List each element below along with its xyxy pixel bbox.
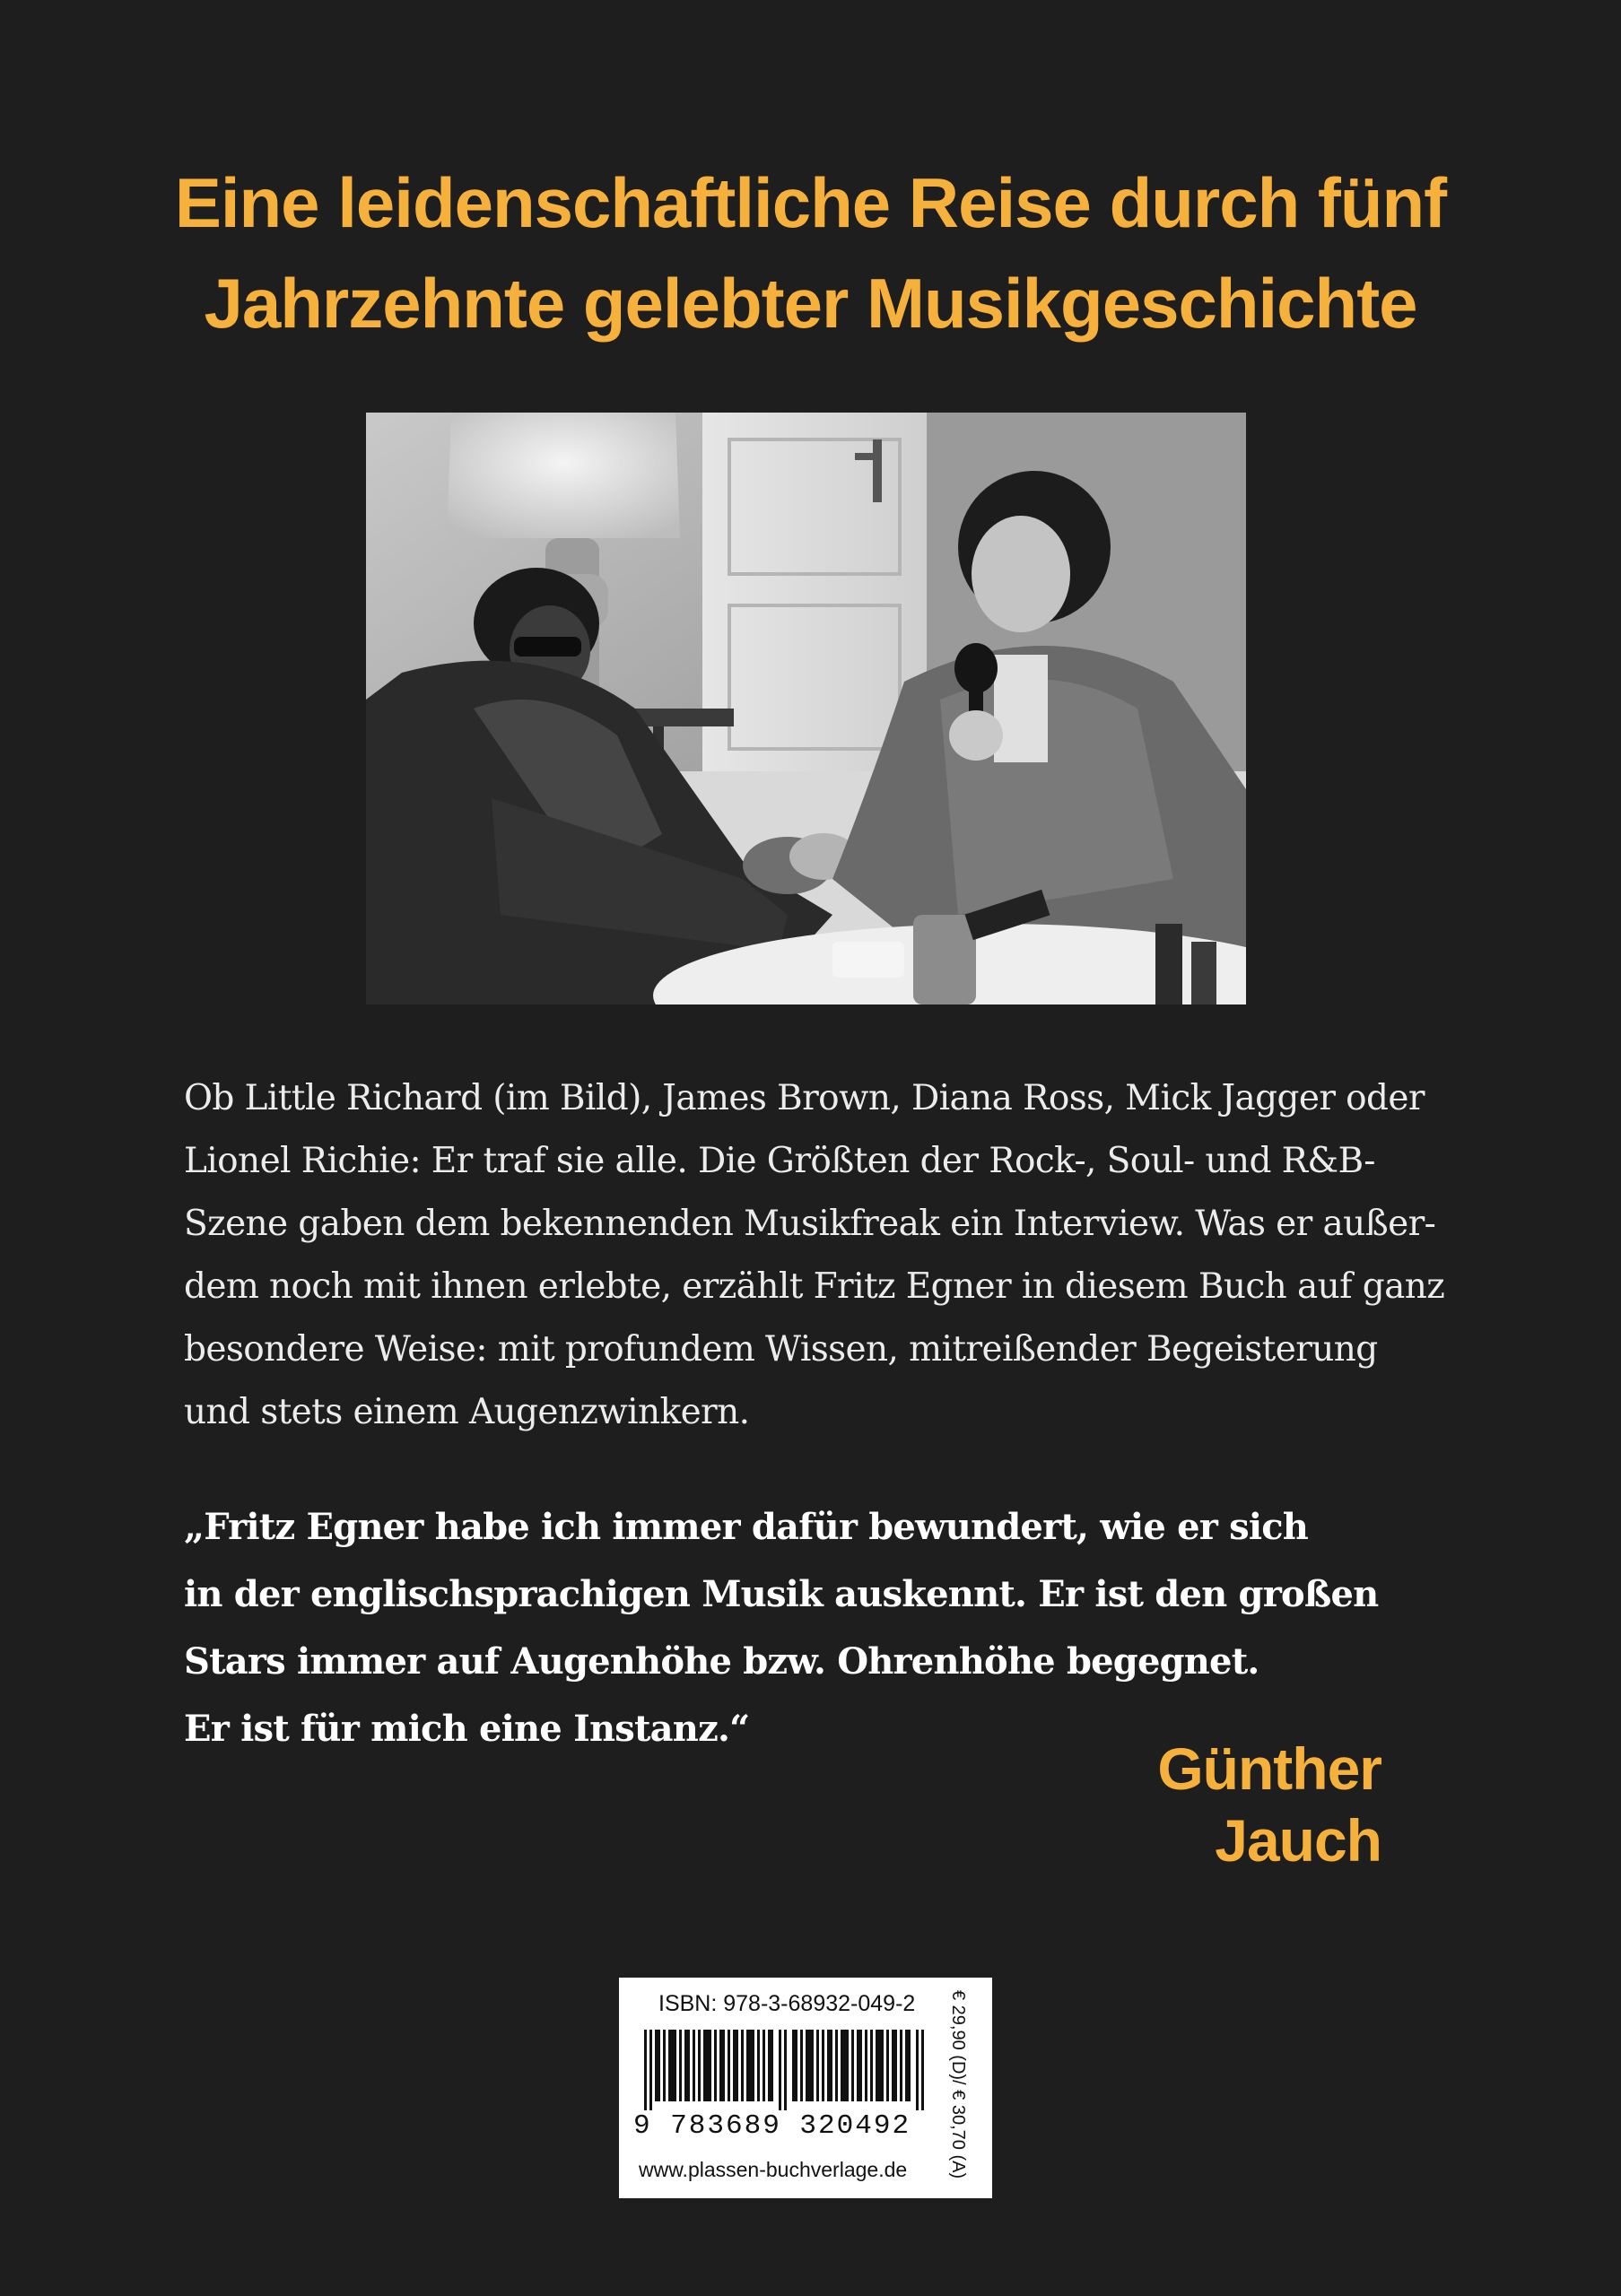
description-line: Szene gaben dem bekennenden Musikfreak ein Interview. Was er außer- <box>184 1204 1436 1244</box>
barcode-panel <box>619 1978 992 2198</box>
isbn-label: ISBN: 978-3-68932-049-2 <box>658 1991 916 2016</box>
book-description <box>184 1067 1458 1444</box>
quote-line: Stars immer auf Augenhöhe bzw. Ohrenhöhe begegnet. <box>184 1640 1259 1683</box>
description-line: besondere Weise: mit profundem Wissen, mitreißender Begeisterung <box>184 1329 1378 1370</box>
quote-author: Günther Jauch <box>1157 1735 1381 1874</box>
description-line: Lionel Richie: Er traf sie alle. Die Größten der Rock-, Soul- und R&B- <box>184 1141 1375 1181</box>
headline <box>72 152 1549 353</box>
interview-photo <box>366 413 1246 1004</box>
price-label: € 29,90 (D)/ € 30,70 (A) <box>948 1990 968 2179</box>
barcode-graphic <box>644 2030 940 2110</box>
description-line: Ob Little Richard (im Bild), James Brown, Diana Ross, Mick Jagger oder <box>184 1078 1425 1118</box>
publisher-url: www.plassen-buchverlage.de <box>639 2158 908 2181</box>
endorsement-quote <box>184 1493 1458 1762</box>
description-line: dem noch mit ihnen erlebte, erzählt Fritz Egner in diesem Buch auf ganz <box>184 1266 1445 1307</box>
quote-line: Er ist für mich eine Instanz.“ <box>184 1708 750 1750</box>
quote-line: in der englischsprachigen Musik auskennt. Er ist den großen <box>184 1573 1379 1615</box>
headline-line: Jahrzehnte gelebter Musikgeschichte <box>204 264 1417 343</box>
quote-line: „Fritz Egner habe ich immer dafür bewundert, wie er sich <box>184 1506 1309 1548</box>
description-line: und stets einem Augenzwinkern. <box>184 1392 750 1432</box>
barcode-digits: 9 783689 320492 <box>633 2110 911 2142</box>
headline-line: Eine leidenschaftliche Reise durch fünf <box>174 163 1447 242</box>
